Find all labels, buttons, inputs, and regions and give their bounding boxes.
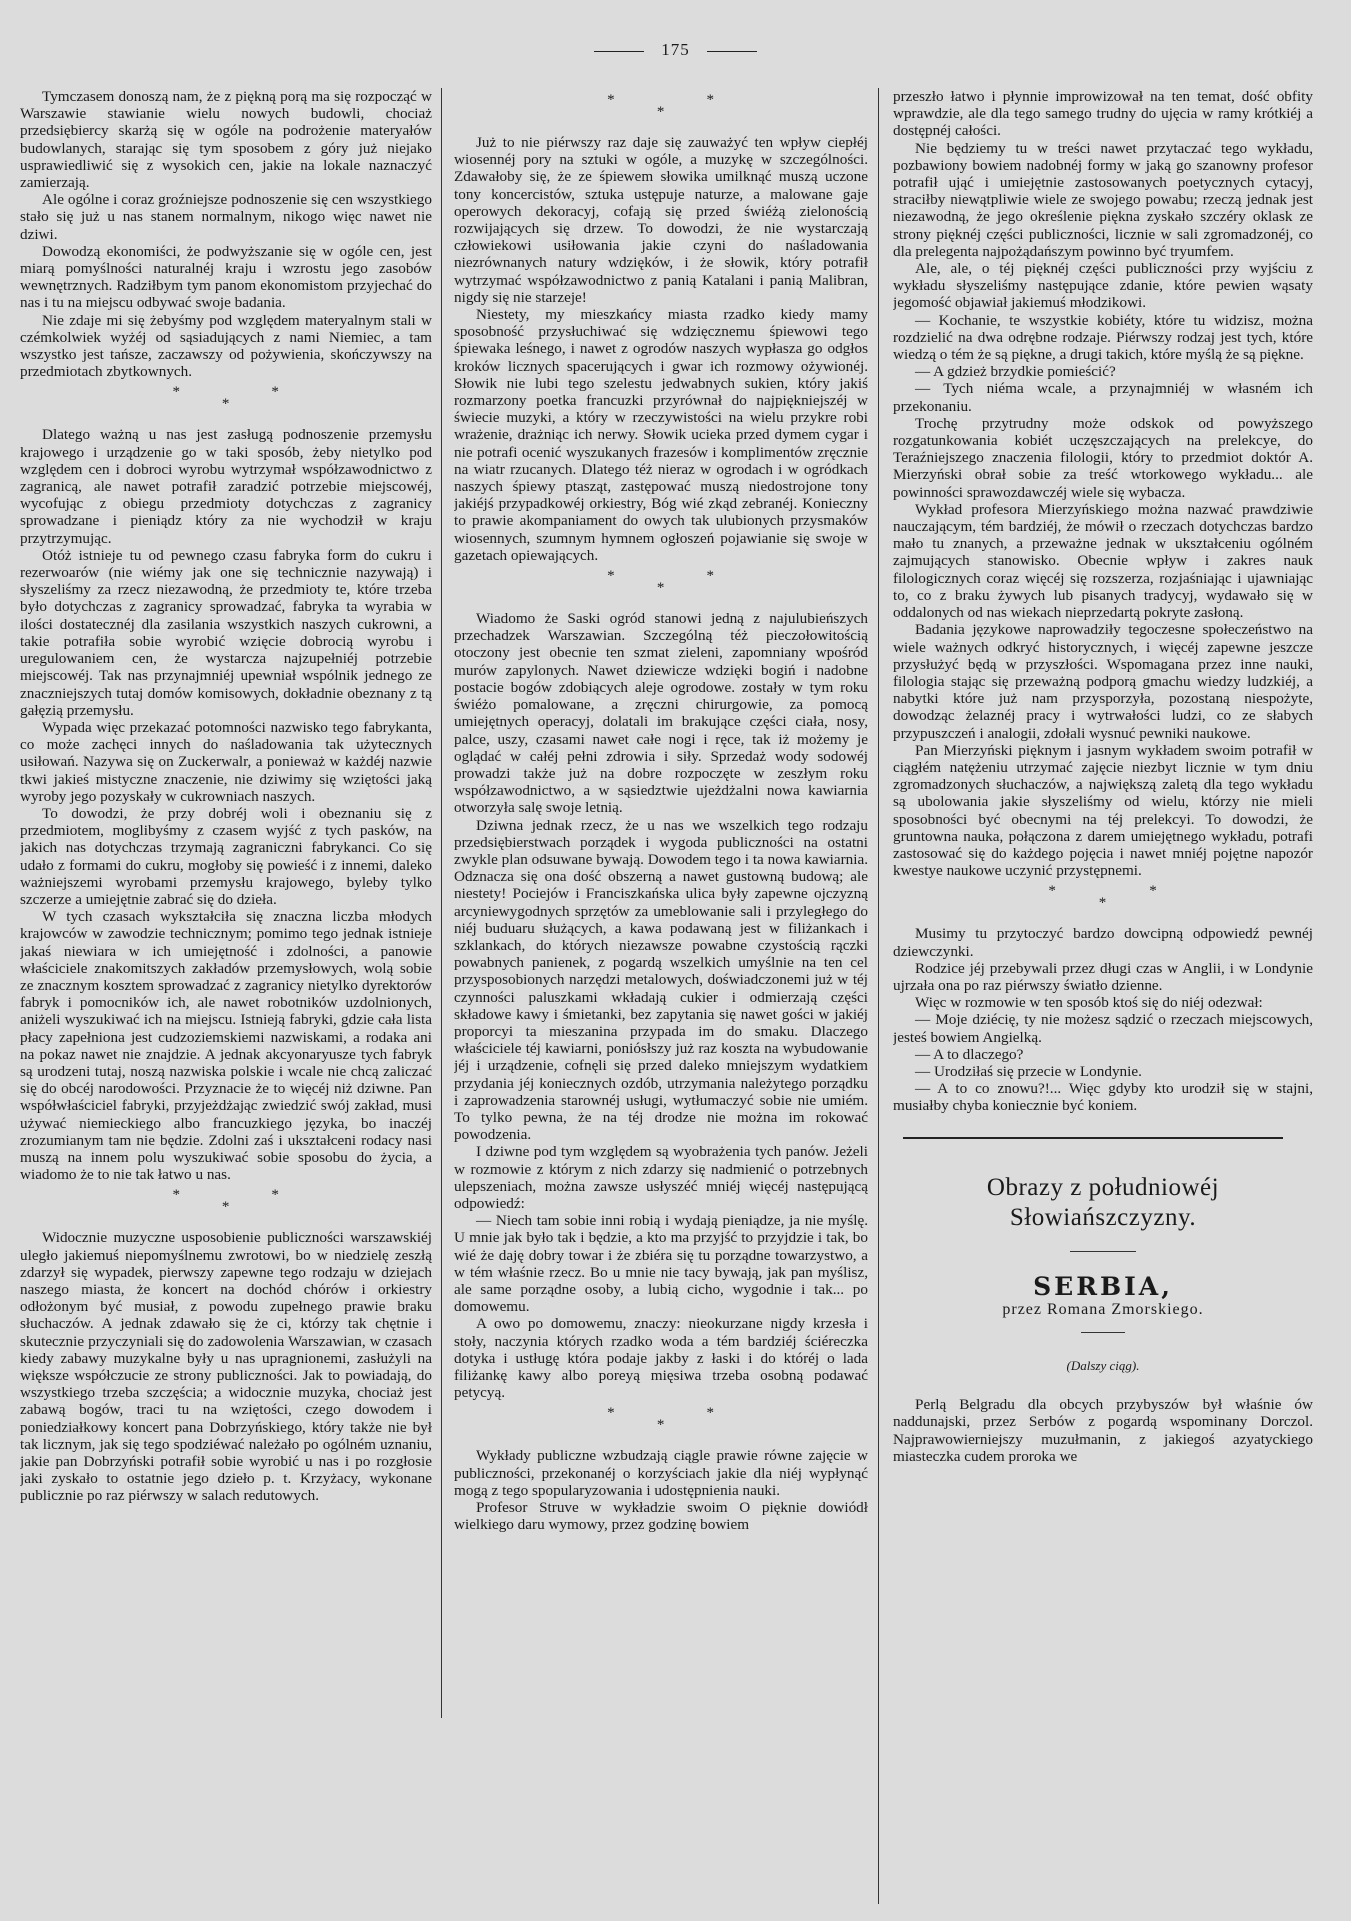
section-divider bbox=[903, 1137, 1283, 1139]
paragraph: — Moje dziécię, ty nie możesz sądzić o rzeczach miejscowych, jesteś bowiem Angielką. bbox=[893, 1011, 1313, 1046]
column-2 bbox=[454, 94, 868, 1909]
asterisk: * bbox=[1048, 883, 1056, 900]
paragraph: Tymczasem donoszą nam, że z piękną porą ma się rozpocząć w Warszawie stawianie wielu nowych budowli, chociaż przedsiębiercy skarżą się w ogóle na podrożenie materyałów budowlanych, starając się tym sposobem z góry już niejako usprawiedliwić się z wysokich cen, jakie na lokale naznaczyć zamierzają. bbox=[20, 88, 432, 192]
asterisk: * bbox=[1149, 883, 1157, 900]
paragraph: Trochę przytrudny może odskok od powyższego rozgatunkowania kobiét uczęszczających na prelekcye, do Teraźniejszego znaczenia filologii, który to przedmiot doktór A. Mierzyński obrał sobie za treść wtorkowego wykładu... ale powinności sprawozdawczéj wiele się wybacza. bbox=[893, 414, 1313, 501]
asterisk: * bbox=[271, 384, 279, 401]
title-rule bbox=[1070, 1251, 1136, 1252]
paragraph: Już to nie piérwszy raz daje się zauważyć ten wpływ ciepłéj wiosennéj pory na sztuki w ogóle, a muzykę w szczególności. Zdawałoby się, że ze śpiewem słowika umilknąć muszą uczone tony koncercistów, sztuka ustępuje naturze, a malowane gaje operowych dekoracyj, cofają się przed świéżą zielonością rozwijających się drzew. To dowodzi, że nie wystarczają człowiekowi usiłowania jakie czyni do naśladowania niezrównanych natury wdzięków, i że słowik, który potrafił wytrzymać współzawodnictwo z panią Katalani i panią Malibran, nigdy się nie starzeje! bbox=[454, 134, 868, 306]
paragraph: Wykłady publiczne wzbudzają ciągle prawie równe zajęcie w publiczności, przekonanéj o korzyściach jakie dla niéj wypłynąć mogą z tego spopularyzowania i udostępnienia nauki. bbox=[454, 1447, 868, 1499]
paragraph: Dlatego ważną u nas jest zasługą podnoszenie przemysłu krajowego i urządzenie go w taki sposób, żeby nietylko pod względem cen i dobroci wyrobu wytrzymał współzawodnictwo z zagranicą, ale nawet potrafił zaradzić potrzebie miejscowéj, wycofując z obiegu przedmioty dotychczas z zagranicy sprowadzane i pieniądz który za nie wychodził w kraju przytrzymując. bbox=[20, 426, 432, 547]
paragraph: — Tych niéma wcale, a przynajmniéj w własném ich przekonaniu. bbox=[893, 380, 1313, 415]
paragraph: Wypada więc przekazać potomności nazwisko tego fabrykanta, co może zachęci innych do naśladowania tak użytecznych usiłowań. Nazywa się on Zuckerwalr, a ponieważ w każdéj nazwie tkwi jakieś mistyczne znaczenie, nie dziwimy się wziętości jaką wyroby jego pozyskały w cukrowniach naszych. bbox=[20, 718, 432, 805]
paragraph: Widocznie muzyczne usposobienie publiczności warszawskiéj uległo jakiemuś niepomyślnemu zwrotowi, bo w niedzielę zeszłą zdarzył się wypadek, pierwszy zapewne tego rodzaju w dziejach naszego miasta, że koncert na dochód chórów i orkiestry odłożonym być musiał, z powodu zupełnego prawie braku słuchaczów. A jednak zdawało się że ci, którzy tak chętnie i skutecznie przyczyniali się do zadowolenia Warszawian, w czasach kiedy zabawy muzykalne były u nas upragnionemi, zasłużyli na większe współczucie ze strony publiczności. Jak to powiadają, do wszystkiego trzeba szczęścia; a widocznie muzyka, chociaż jest zabawą bogów, traci tu na wziętości, czego dowodem i poniedziałkowy koncert pana Dobrzyńskiego, który także nie był tak licznym, jak się tego spodziéwać należało po ogólném uznaniu, jakie pan Dobrzyński potrafił sobie wyrobić u nas i po rozgłosie jaki zyskało to ostatnie jego dzieło p. t. Krzyżacy, wykonane publicznie po raz piérwszy w salach redutowych. bbox=[20, 1229, 432, 1505]
asterisk: * bbox=[706, 94, 715, 108]
byline-rule bbox=[1081, 1332, 1125, 1333]
section-break bbox=[454, 570, 868, 604]
asterisk: * bbox=[656, 104, 665, 120]
paragraph: Nie będziemy tu w treści nawet przytaczać tego wykładu, pozbawiony bowiem nadobnéj formy w jaką go szanowny profesor potrafił ująć i umiejętnie zastosowanych poetycznych cytacyj, straciłby niewątpliwie wiele ze swojego powabu; rzeczą jednak jest niezawodną, że jego określenie piękna zyskało szczéry oklask ze strony pięknéj części publiczności, licznie w sali zgromadzonéj, co dla prelegenta najpożądańszym powinno być tryumfem. bbox=[893, 139, 1313, 260]
paragraph: Rodzice jéj przebywali przez długi czas w Anglii, i w Londynie ujrzała ona po raz piérwszy światło dzienne. bbox=[893, 959, 1313, 994]
paragraph: — A to dlaczego? bbox=[915, 1045, 1024, 1063]
paragraph: Wiadomo że Saski ogród stanowi jedną z najulubieńszych przechadzek Warszawian. Szczególną téż pieczołowitością otoczony jest obecnie ten szmat zieleni, zapomniany wpośród murów zapylonych. Nawet dziewicze wdzięki bogiń i nadobne postacie bogów zdobiących aleje ogrodowe. zostały w tym roku świéżo pomalowane, a zręczni chirurgowie, za pomocą umiejętnych operacyj, dolatali im brakujące części ciała, nosy, palce, uszy, czasami nawet całe nogi i ręce, tak iż możemy je oglądać w całéj pełni zdrowia i siły. Sprzedaż wody sodowéj prowadzi także już na dobre rozpoczęte w zeszłym roku współzawodnictwo, a w sąsiedztwie ujeżdżalni nowa kawiarnia otworzyła salę swoje letnią. bbox=[454, 610, 868, 817]
asterisk: * bbox=[607, 568, 615, 585]
asterisk: * bbox=[172, 1187, 180, 1204]
section-break bbox=[20, 386, 432, 420]
paragraph: Więc w rozmowie w ten sposób ktoś się do niéj odezwał: bbox=[915, 994, 1263, 1012]
folio-rule-left bbox=[594, 51, 644, 52]
paragraph: Dowodzą ekonomiści, że podwyższanie się w ogóle cen, jest miarą pomyślności naturalnéj kraju i wzrostu jego zasobów wewnętrznych. Radziłbym tym panom ekonomistom przyjechać do nas i tu na miejscu odbywać swoje badania. bbox=[20, 242, 432, 312]
paragraph: przeszło łatwo i płynnie improwizował na ten temat, dość obfity wprawdzie, ale dla tego samego trudny do ujęcia w ramy krótkiéj a dostępnéj całości. bbox=[893, 88, 1313, 140]
column-3 bbox=[893, 88, 1313, 1909]
paragraph: Otóż istnieje tu od pewnego czasu fabryka form do cukru i rezerwoarów (nie wiémy jak one się technicznie nazywają) i słyszeliśmy za rzecz niezawodną, że przedmioty te, które trzeba było dotychczas z zagranicy sprowadzać, fabryka ta wyrabia w ilości dostatecznéj dla zasilania wszystkich naszych cukrowni, a takie potrafiła sobie wyrobić wzięcie dobrocią wyrobu i uregulowaniem cen, że wystarcza najzupełniéj potrzebie miejscowéj. Tak nas przynajmniéj upewniał wspólnik jednego ze znaczniejszych tutaj domów komisowych, dokładnie obeznany z tą gałęzią przemysłu. bbox=[20, 546, 432, 719]
paragraph: Perlą Belgradu dla obcych przybyszów był właśnie ów naddunajski, przez Serbów z pogardą wspominany Dorczol. Najprawowierniejszy muzułmanin, z jakiegoś azyatyckiego miasteczka cudem proroka we bbox=[893, 1396, 1313, 1465]
column-divider bbox=[878, 88, 879, 1904]
paragraph: I dziwne pod tym względem są wyobrażenia tych panów. Jeżeli w rozmowie z którym z nich zdarzy się nadmienić o potrzebnych ulepszeniach, można zawsze usłyszéć mniéj więcéj następującą odpowiedź: bbox=[454, 1143, 868, 1212]
page-number: 175 bbox=[661, 40, 690, 59]
section-break bbox=[454, 94, 868, 128]
page-header bbox=[0, 40, 1351, 60]
paragraph: Dziwna jednak rzecz, że u nas we wszelkich tego rodzaju przedsiębierstwach porządek i wygoda publiczności na ostatni zwykle plan odsuwane bywają. Dowodem tego i ta nowa kawiarnia. Odznacza się ona dość obszerną a nawet gustowną budową; ale niestety! Pociejów i Franciszkańska ulica były zapewne ojczyzną arcyniewygodnych sprzętów za umeblowanie sali i przyległego do niéj buduaru służących, a kawa podawaną jest w filiżankach i szklankach, do których niezawsze powabne czystością rączki powabnych panienek, z pogardą wszelkich umyślnie na ten cel przysposobionych narzędzi metalowych, doświadczonemi już w téj czynności paluszkami wkładają cukier i odmierzają części składowe kawy i śmietanki, bez zapytania się nawet gości w jakiéj proporcyi ta mieszanina przypada im do smaku. Dlaczego właściciele téj kawiarni, poniósłszy już raz koszta na wybudowanie jéj i urządzenie, cofnęli się przed daleko mniejszym wydatkiem przydania jéj koniecznych ozdób, utrzymania należytego porządku i zaprowadzenia starownéj usługi, wytłumaczyć sobie nie umiém. To tylko pewna, że na téj drodze nie można im rokować powodzenia. bbox=[454, 816, 868, 1144]
paragraph: Badania językowe naprowadziły tegoczesne społeczeństwo na wiele ważnych odkryć historycznych, i więcéj zapewne jeszcze przysłużyć będą w przyszłości. Wspomagana przez inne nauki, filologia stając się przeważną podporą gmachu wiedzy ludzkiéj, a nabytki które już nam przysporzyła, pozostaną niespożyte, dowodząc żelaznéj pracy i wytrwałości ludzi, co ze słabych przypuszczeń i analogii, zdołali wysnuć pewniki naukowe. bbox=[893, 621, 1313, 742]
paragraph: Ale ogólne i coraz groźniejsze podnoszenie się cen wszystkiego stało się już u nas stanem normalnym, nikogo więc nawet nie dziwi. bbox=[20, 191, 432, 243]
paragraph: Pan Mierzyński pięknym i jasnym wykładem swoim potrafił w ciągłém natężeniu utrzymać zajęcie niezbyt licznie w tym dniu zgromadzonych słuchaczów, a największą zaletą dla tego wykładu są ubolowania jakie słyszeliśmy od wielu, którzy nie mieli sposobności być obecnymi na téj prelekcyi. To dowodzi, że gruntowna nauka, połączona z darem umiejętnego wykładu, potrafi zastosować się do każdego pojęcia i nawet mniéj pojętne napozór kwestye naukowe uczynić przystępnemi. bbox=[893, 741, 1313, 880]
folio-rule-right bbox=[707, 51, 757, 52]
paragraph: Ale, ale, o téj pięknéj części publiczności przy wyjściu z wykładu słyszeliśmy następujące zdanie, które pewien wąsaty jegomość objawiał jakiemuś młodzikowi. bbox=[893, 260, 1313, 312]
paragraph: Profesor Struve w wykładzie swoim O pięknie dowiódł wielkiego daru wymowy, przez godzinę bowiem bbox=[454, 1499, 868, 1534]
asterisk: * bbox=[172, 384, 180, 401]
paragraph: — A to co znowu?!... Więc gdyby kto urodził się w stajni, musiałby chyba koniecznie być koniem. bbox=[893, 1080, 1313, 1115]
article-title: SERBIA, bbox=[1033, 1271, 1173, 1301]
section-break bbox=[20, 1189, 432, 1223]
asterisk: * bbox=[656, 580, 665, 597]
paragraph: W tych czasach wykształciła się znaczna liczba młodych krajowców w zawodzie technicznym; pomimo tego jednak istnieje jakaś niewiara w ich umiejętność i zdolności, a panowie właściciele znakomitszych zakładów przemysłowych, wolą sobie ze znacznym kosztem sprowadzać z zagranicy nietylko dyrektorów fabryk i pomocników ich, ale nawet robotników uzdolnionych, aniżeli wyszukiwać ich na miejscu. Istnieją fabryki, gdzie cała lista płacy zapełniona jest cudzoziemskiemi nazwiskami, a rodaka ani na pokaz nawet nie znajdzie. A jednak akcyonaryusze tych fabryk są urodzeni tutaj, noszą nazwiska polskie i wcale nie chcą zaliczać się do obcéj narodowości. Przyznacie że to więcéj niż dziwne. Pan współwłaściciel fabryki, przyjeżdżając zwiedzić swój zakład, musi używać niemieckiego albo francuzkiego języka, bo inaczéj zrozumianym tam nie będzie. Zdolni zaś i ukształceni rodacy nasi muszą na innem polu wyszukiwać sobie sposobu do życia, a wiadomo że to nie tak łatwo u nas. bbox=[20, 908, 432, 1184]
section-break bbox=[893, 885, 1313, 919]
column-1 bbox=[20, 88, 432, 1909]
paragraph: Wykład profesora Mierzyńskiego można nazwać prawdziwie nauczającym, tém bardziéj, że mówił o rzeczach dotychczas bardzo mało tu znanych, a przeważne jednak w ukształceniu ogólném zajmujących stanowisko. Obecnie wpływ i zakres nauk filologicznych coraz więcéj się rozszerza, rozjaśniając i ujawniając to, co z braku żywych lub pisanych tradycyj, wydawało się w oddalonych od nas wiekach nieprzedartą pokryte zasłoną. bbox=[893, 500, 1313, 622]
section-break bbox=[454, 1407, 868, 1441]
paragraph: Niestety, my mieszkańcy miasta rzadko kiedy mamy sposobność przysłuchiwać się wdzięcznemu śpiewowi tego śpiewaka leśnego, i nawet z ogrodów naszych wypłasza go odgłos kroków licznych spacerujących i gwar ich rozmowy ożywionéj. Słowik nie lubi tego szelestu jedwabnych sukien, który jakiś rozmarzony poetka francuzki przyrównał do najpiękniejszéj w świecie muzyki, a który w rzeczywistości na wielu przykre robi wrażenie, drażniąc ich nerwy. Słowik ucieka przed dymem cygar i nie potrafi ocenić wyszukanych frazesów i komplimentów zręcznie na wiatr rzucanych. Dlatego téż nieraz w ogrodach i w ogródkach naszych śpiewy ptasząt, zastępować muszą niedostrojone tony jakiéjś przypadkowéj orkiestry, Bóg wié zkąd zebranéj. Konieczny to prawie akompaniament do owych tak ulubionych przysmaków wiosennych, szumnym hymnem ogłoszeń pojawianie się swoje w gazetach opiewających. bbox=[454, 306, 868, 564]
paragraph: Nie zdaje mi się żebyśmy pod względem materyalnym stali w czémkolwiek wyżéj od sąsiadujących z nami Niemiec, a tam wszystko jest tańsze, zaczawszy od pożywienia, skończywszy na przedmiotach zbytkownych. bbox=[20, 311, 432, 381]
paragraph: A owo po domowemu, znaczy: nieokurzane nigdy krzesła i stoły, naczynia których rzadko woda a tém bardziéj ściéreczka dotyka i ustługę która podaje jakby z łaski i do któréj o lada filiżankę kawy albo poreyą mięsiwa trzeba osobną podawać petycyą. bbox=[454, 1315, 868, 1402]
continuation-note: (Dalszy ciąg). bbox=[1066, 1357, 1140, 1373]
asterisk: * bbox=[1098, 895, 1107, 912]
column-divider bbox=[441, 88, 442, 1718]
asterisk: * bbox=[607, 94, 615, 108]
section-title: Obrazy z południowéj Słowiańszczyzny. bbox=[986, 1173, 1220, 1231]
byline: przez Romana Zmorskiego. bbox=[1002, 1300, 1204, 1318]
paragraph: Musimy tu przytoczyć bardzo dowcipną odpowiedź pewnéj dziewczynki. bbox=[893, 925, 1313, 960]
asterisk: * bbox=[706, 568, 715, 585]
paragraph: — A gdzież brzydkie pomieścić? bbox=[915, 363, 1116, 381]
asterisk: * bbox=[706, 1405, 715, 1422]
asterisk: * bbox=[221, 396, 230, 413]
paragraph: — Kochanie, te wszystkie kobiéty, które tu widzisz, można rozdzielić na dwa odrębne rodzaje. Piérwszy rodzaj jest tych, które wiedzą o tém że są piękne, a drugi takich, które myślą że są piękne. bbox=[893, 311, 1313, 364]
paragraph: — Niech tam sobie inni robią i wydają pieniądze, ja nie myślę. U mnie jak było tak i będzie, a kto ma przyjść to przyjdzie i tak, bo wié że daję dobry towar i że zbiéra się tu porządne towarzystwo, a w tém właśnie rzecz. Bo u mnie nie tacy bywają, jak pan myślisz, ale same porządne osoby, a lubią cicho, wygodnie i tak... po domowemu. bbox=[454, 1212, 868, 1316]
asterisk: * bbox=[607, 1405, 615, 1422]
paragraph: To dowodzi, że przy dobréj woli i obeznaniu się z przedmiotem, moglibyśmy z czasem wyjść z tych pasków, na jakich nas dotychczas trzymają zagraniczni fabrykanci. Co się udało z formami do cukru, mogłoby się powieść i z innemi, daleko ważniejszemi wyrobami przemysłu krajowego, byleby tylko szczerze a umiejętnie zabrać się do dzieła. bbox=[20, 804, 432, 908]
asterisk: * bbox=[221, 1199, 230, 1216]
asterisk: * bbox=[656, 1417, 665, 1434]
asterisk: * bbox=[271, 1187, 279, 1204]
paragraph: — Urodziłaś się przecie w Londynie. bbox=[915, 1062, 1142, 1080]
